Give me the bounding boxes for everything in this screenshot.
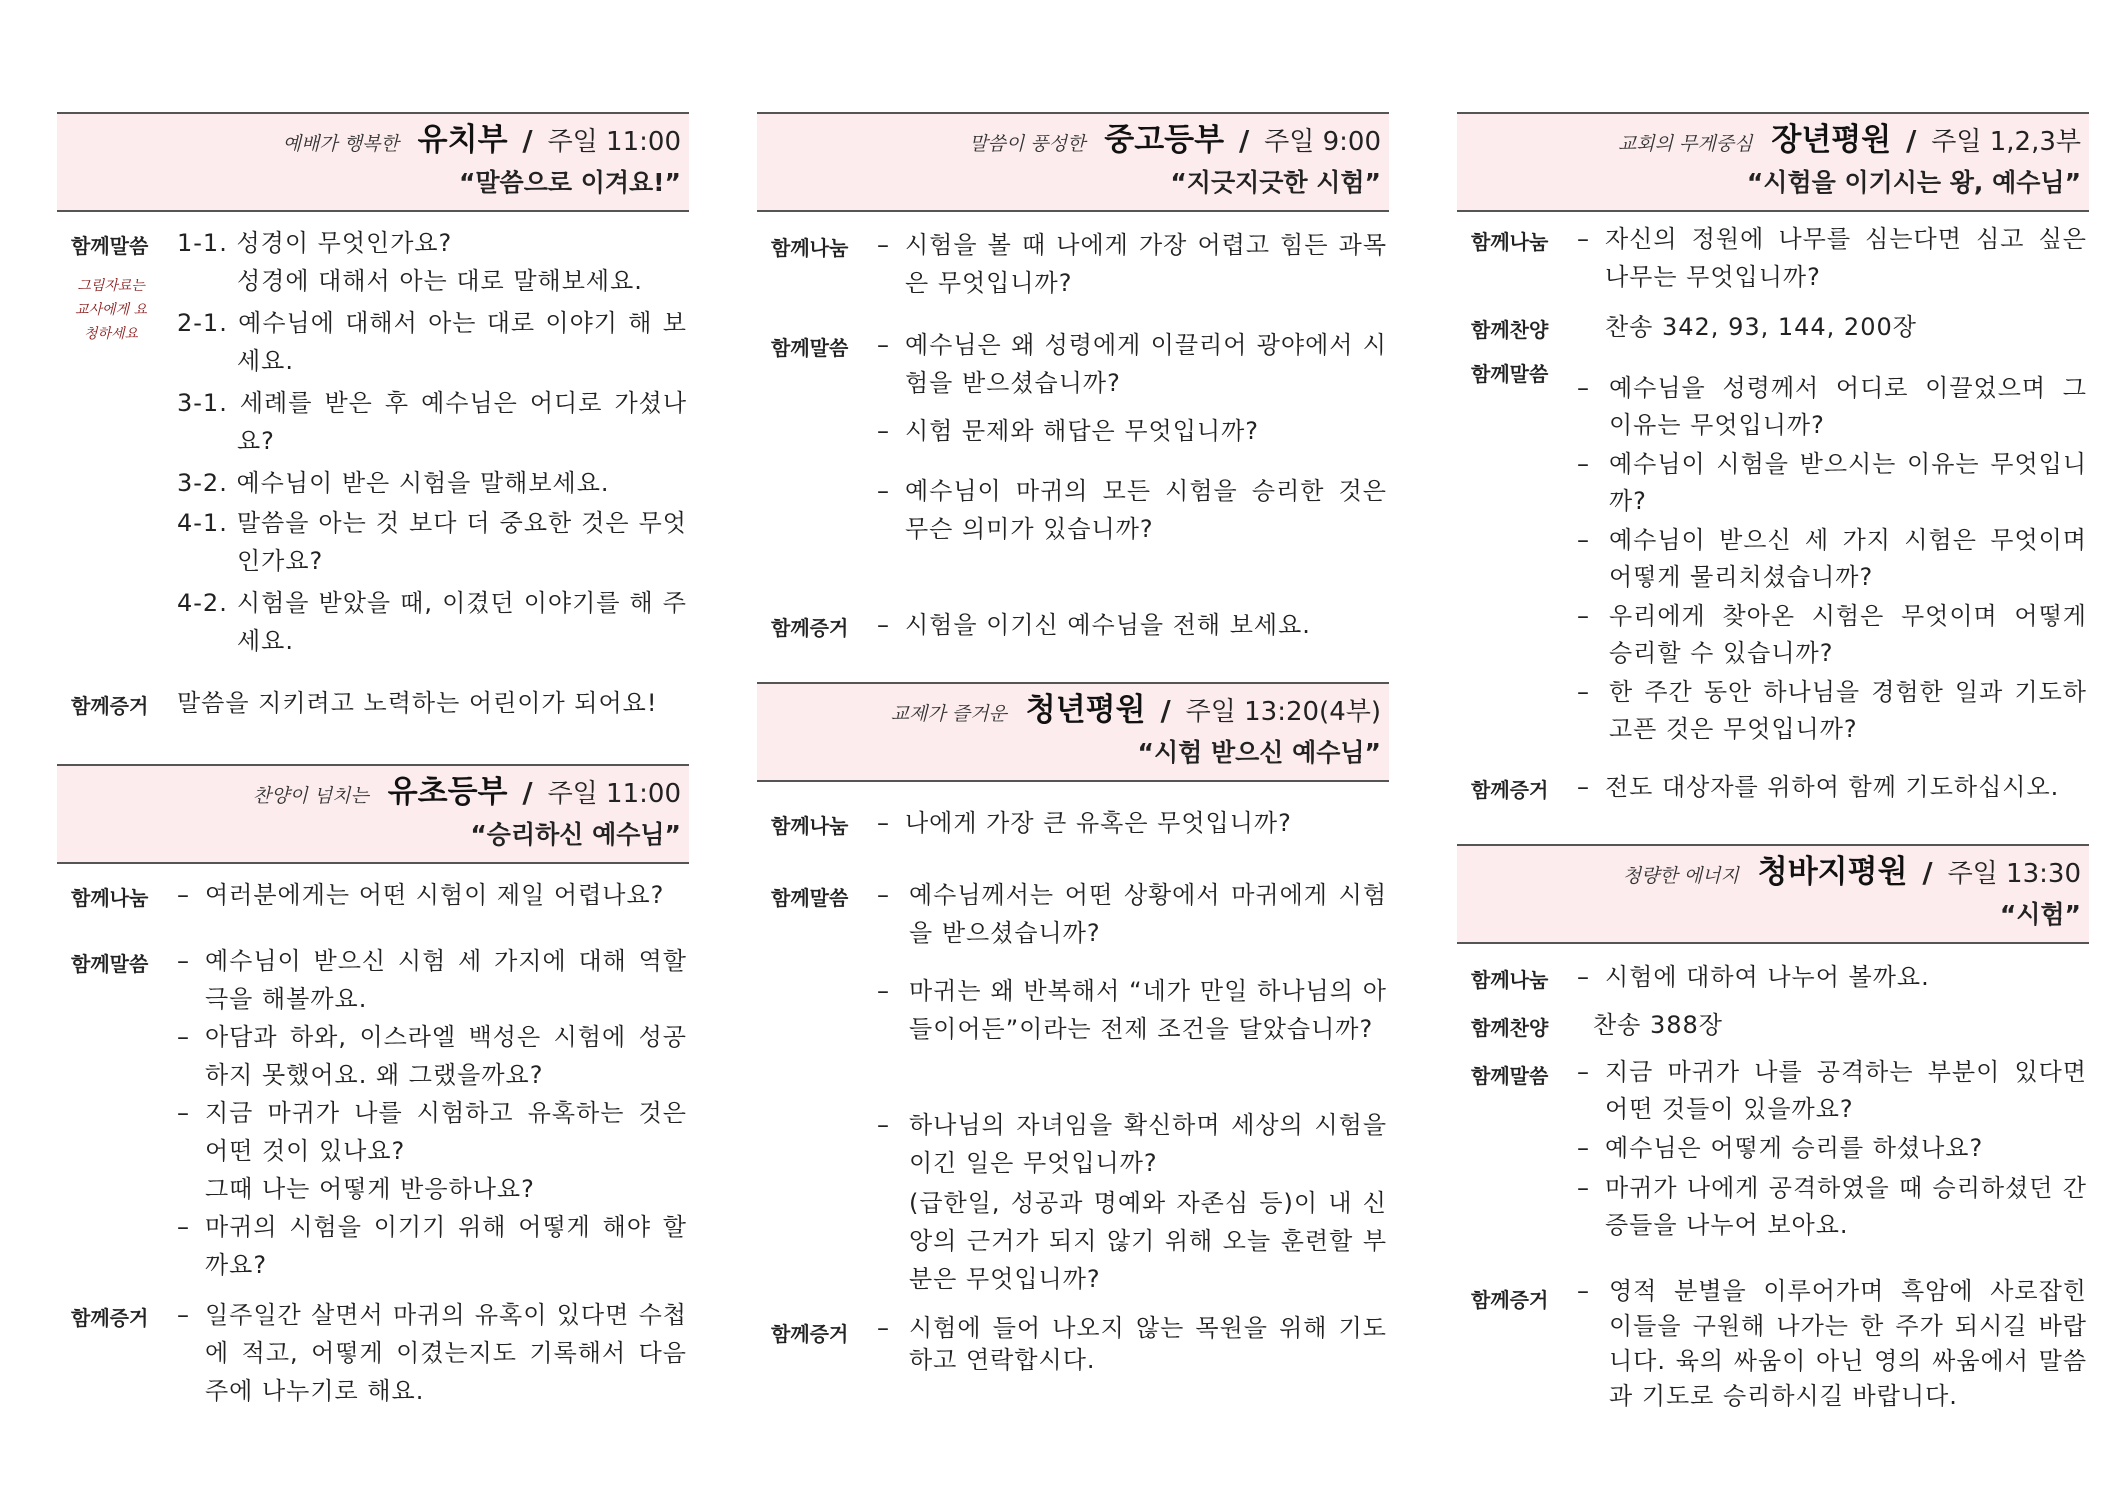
young-married-praise: 찬송 388장 [1593, 1011, 1723, 1039]
primary-word-3b: 그때 나는 어떻게 반응하나요? [205, 1175, 535, 1203]
label-word: 함께말씀 [1471, 362, 1549, 386]
young-married-header: 청량한 에너지 청바지평원 / 주일 13:30 “시험” [1457, 844, 2089, 944]
kinder-service-time: 주일 11:00 [547, 127, 681, 157]
label-witness: 함께증거 [1471, 778, 1549, 802]
kinder-header: 예배가 행복한 유치부 / 주일 11:00 “말씀으로 이겨요!” [57, 112, 689, 212]
youth-theme: “지긋지긋한 시험” [1170, 168, 1381, 197]
youth-section [757, 112, 1389, 640]
kinder-q4a: 4-1. 말씀을 아는 것 보다 더 중요한 것은 무엇인가요? [177, 509, 687, 575]
young-adult-share: – 나에게 가장 큰 유혹은 무엇입니까? [877, 809, 1292, 837]
youth-tagline: 말씀이 풍성한 [969, 133, 1086, 155]
youth-word-1: – 예수님은 왜 성령에게 이끌리어 광야에서 시험을 받으셨습니까? [877, 331, 1387, 397]
primary-tagline: 찬양이 넘치는 [252, 785, 369, 807]
primary-service-time: 주일 11:00 [547, 779, 681, 809]
elders-header: 교회의 무게중심 장년평원 / 주일 1,2,3부 “시험을 이기시는 왕, 예수님” [1457, 112, 2089, 212]
youth-dept-title: 중고등부 [1104, 122, 1225, 158]
young-adult-word-1: – 예수님께서는 어떤 상황에서 마귀에게 시험을 받으셨습니까? [877, 881, 1387, 947]
elders-word-5: – 한 주간 동안 하나님을 경험한 일과 기도하고픈 것은 무엇입니까? [1577, 678, 2087, 743]
label-share: 함께나눔 [1471, 230, 1549, 254]
label-word: 함께말씀 [71, 952, 149, 976]
kinder-theme: “말씀으로 이겨요!” [458, 168, 681, 197]
kinder-section [57, 112, 689, 718]
label-witness: 함께증거 [71, 1306, 149, 1330]
primary-word-1: – 예수님이 받으신 시험 세 가지에 대해 역할극을 해볼까요. [177, 947, 687, 1013]
kinder-q3a: 3-1. 세례를 받은 후 예수님은 어디로 가셨나요? [177, 389, 687, 455]
kinder-q2: 2-1. 예수님에 대해서 아는 대로 이야기 해 보세요. [177, 309, 687, 375]
youth-header: 말씀이 풍성한 중고등부 / 주일 9:00 “지긋지긋한 시험” [757, 112, 1389, 212]
primary-word-2: – 아담과 하와, 이스라엘 백성은 시험에 성공하지 못했어요. 왜 그랬을까요? [177, 1023, 687, 1089]
primary-section [57, 764, 689, 1405]
kinder-q3b: 3-2. 예수님이 받은 시험을 말해보세요. [177, 469, 610, 497]
label-share: 함께나눔 [71, 886, 149, 910]
young-adult-section [757, 682, 1389, 1374]
label-share: 함께나눔 [771, 814, 849, 838]
label-witness: 함께증거 [771, 1322, 849, 1346]
young-married-section [1457, 844, 2089, 1410]
label-word: 함께말씀 [71, 234, 149, 258]
label-praise: 함께찬양 [1471, 318, 1549, 342]
youth-share: – 시험을 볼 때 나에게 가장 어렵고 힘든 과목은 무엇입니까? [877, 231, 1387, 297]
elders-word-1: – 예수님을 성령께서 어디로 이끌었으며 그 이유는 무엇입니까? [1577, 374, 2087, 439]
elders-tagline: 교회의 무게중심 [1617, 133, 1753, 155]
teacher-note: 그림자료는 교사에게 요청하세요 [74, 278, 148, 342]
label-witness: 함께증거 [71, 694, 149, 718]
kinder-dept-title: 유치부 [417, 122, 508, 158]
label-word: 함께말씀 [771, 886, 849, 910]
young-married-word-3: – 마귀가 나에게 공격하였을 때 승리하셨던 간증들을 나누어 보아요. [1577, 1174, 2087, 1239]
label-share: 함께나눔 [771, 236, 849, 260]
primary-share: – 여러분에게는 어떤 시험이 제일 어렵나요? [177, 881, 665, 909]
young-adult-service-time: 주일 13:20(4부) [1185, 697, 1381, 727]
primary-word-4: – 마귀의 시험을 이기기 위해 어떻게 해야 할까요? [177, 1213, 687, 1279]
elders-praise: 찬송 342, 93, 144, 200장 [1605, 313, 1917, 341]
primary-word-3: – 지금 마귀가 나를 시험하고 유혹하는 것은 어떤 것이 있나요? [177, 1099, 687, 1165]
young-married-witness: – 영적 분별을 이루어가며 흑암에 사로잡힌 이들을 구원해 나가는 한 주가 되시길 바랍니다. 육의 싸움이 아닌 영의 싸움에서 말씀과 기도로 승리하시길 바랍니다. [1577, 1277, 2087, 1410]
youth-word-3: – 예수님이 마귀의 모든 시험을 승리한 것은 무슨 의미가 있습니까? [877, 477, 1387, 543]
kinder-q4b: 4-2. 시험을 받았을 때, 이겼던 이야기를 해 주세요. [177, 589, 687, 655]
label-word: 함께말씀 [1471, 1064, 1549, 1088]
label-witness: 함께증거 [1471, 1288, 1549, 1312]
elders-word-3: – 예수님이 받으신 세 가지 시험은 무엇이며 어떻게 물리치셨습니까? [1577, 526, 2087, 591]
elders-word-4: – 우리에게 찾아온 시험은 무엇이며 어떻게 승리할 수 있습니까? [1577, 602, 2087, 667]
kinder-witness: 말씀을 지키려고 노력하는 어린이가 되어요! [177, 689, 658, 717]
young-married-theme: “시험” [1999, 900, 2081, 929]
elders-service-time: 주일 1,2,3부 [1931, 127, 2081, 157]
young-married-service-time: 주일 13:30 [1947, 859, 2081, 889]
young-married-tagline: 청량한 에너지 [1622, 865, 1739, 887]
primary-header: 찬양이 넘치는 유초등부 / 주일 11:00 “승리하신 예수님” [57, 764, 689, 864]
youth-witness: – 시험을 이기신 예수님을 전해 보세요. [877, 611, 1311, 639]
young-adult-word-2: – 마귀는 왜 반복해서 “네가 만일 하나님의 아들이어든”이라는 전제 조건을 달았습니까? [877, 977, 1387, 1043]
primary-dept-title: 유초등부 [387, 774, 508, 810]
elders-word-2: – 예수님이 시험을 받으시는 이유는 무엇입니까? [1577, 450, 2087, 515]
young-married-share: – 시험에 대하여 나누어 볼까요. [1577, 963, 1930, 991]
young-married-dept-title: 청바지평원 [1757, 854, 1908, 890]
elders-witness: – 전도 대상자를 위하여 함께 기도하십시오. [1577, 773, 2060, 801]
young-adult-word-3: – 하나님의 자녀임을 확신하며 세상의 시험을 이긴 일은 무엇입니까? [877, 1111, 1387, 1177]
label-praise: 함께찬양 [1471, 1016, 1549, 1040]
young-married-word-2: – 예수님은 어떻게 승리를 하셨나요? [1577, 1134, 1984, 1162]
elders-share: – 자신의 정원에 나무를 심는다면 심고 싶은 나무는 무엇입니까? [1577, 225, 2087, 291]
kinder-q1b: 성경에 대해서 아는 대로 말해보세요. [237, 267, 643, 295]
young-adult-tagline: 교제가 즐거운 [890, 703, 1007, 725]
young-adult-dept-title: 청년평원 [1025, 692, 1146, 728]
young-adult-word-3b: (급한일, 성공과 명예와 자존심 등)이 내 신앙의 근거가 되지 않기 위해 오늘 훈련할 부분은 무엇입니까? [909, 1189, 1387, 1293]
elders-theme: “시험을 이기시는 왕, 예수님” [1746, 168, 2081, 197]
youth-service-time: 주일 9:00 [1264, 127, 1381, 157]
young-adult-witness: – 시험에 들어 나오지 않는 목원을 위해 기도하고 연락합시다. [877, 1314, 1387, 1374]
label-witness: 함께증거 [771, 616, 849, 640]
young-adult-header: 교제가 즐거운 청년평원 / 주일 13:20(4부) “시험 받으신 예수님” [757, 682, 1389, 782]
label-share: 함께나눔 [1471, 968, 1549, 992]
elders-section [1457, 112, 2089, 802]
youth-word-2: – 시험 문제와 해답은 무엇입니까? [877, 417, 1260, 445]
kinder-q1a: 1-1. 성경이 무엇인가요? [177, 229, 453, 257]
young-married-word-1: – 지금 마귀가 나를 공격하는 부분이 있다면 어떤 것들이 있을까요? [1577, 1058, 2087, 1123]
elders-dept-title: 장년평원 [1771, 122, 1892, 158]
primary-witness: – 일주일간 살면서 마귀의 유혹이 있다면 수첩에 적고, 어떻게 이겼는지도 기록해서 다음 주에 나누기로 해요. [177, 1301, 687, 1405]
kinder-tagline: 예배가 행복한 [282, 133, 399, 155]
young-adult-theme: “시험 받으신 예수님” [1137, 738, 1381, 767]
primary-theme: “승리하신 예수님” [470, 820, 681, 849]
label-word: 함께말씀 [771, 336, 849, 360]
